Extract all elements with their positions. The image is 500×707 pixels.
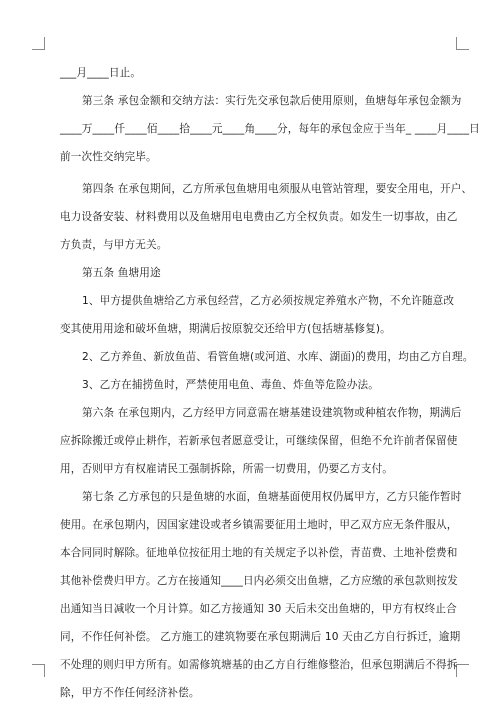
article-6-heading-line: 第六条 在承包期内，乙方经甲方同意需在塘基建设建筑物或种植农作物，期满后: [82, 407, 462, 419]
clause-line: 2、乙方养鱼、新放鱼苗、看管鱼塘(或河道、水库、湖面)的费用，均由乙方自理。: [82, 351, 474, 363]
clause-line: 1、甲方提供鱼塘给乙方承包经营，乙方必须按规定养殖水产物，不允许随意改: [82, 295, 455, 307]
text-line: 出通知当日减收一个月计算。如乙方接通知 30 天后未交出鱼塘的，甲方有权终止合: [60, 603, 457, 615]
crop-mark-bottom-left: [32, 664, 45, 677]
text-line: 应拆除搬迁或停止耕作，若新承包者愿意受让，可继续保留，但绝不允许前者保留使: [60, 435, 458, 447]
article-5-heading-line: 第五条 鱼塘用途: [82, 267, 161, 279]
text-line: 使用。在承包期内，因国家建设或者乡镇需要征用土地时，甲乙双方应无条件服从，: [60, 519, 458, 531]
text-line: ____万____仟____佰____拾____元____角____分，每年的承包金应于当年_ ____月____日: [60, 123, 480, 135]
clause-line: 3、乙方在捕捞鱼时，严禁使用电鱼、毒鱼、炸鱼等危险办法。: [82, 379, 379, 391]
text-line: 其他补偿费归甲方。乙方在接通知____日内必须交出鱼塘，乙方应缴的承包款则按发: [60, 575, 458, 587]
article-3-heading-line: 第三条 承包金额和交纳方法：实行先交承包款后使用原则，鱼塘每年承包金额为: [82, 95, 462, 107]
text-line: 电力设备安装、材料费用以及鱼塘用电电费由乙方全权负责。如发生一切事故，由乙: [60, 211, 458, 223]
crop-mark-top-left: [32, 37, 45, 50]
text-line: 同，不作任何补偿。 乙方施工的建筑物要在承包期满后 10 天由乙方自行拆迁，逾期: [60, 631, 461, 643]
text-line: 前一次性交纳完毕。: [60, 151, 157, 163]
text-line: ___月____日止。: [60, 67, 142, 79]
document-page: [60, 64, 480, 703]
article-4-heading-line: 第四条 在承包期间，乙方所承包鱼塘用电须服从电管站管理，要安全用电，开户、: [82, 183, 473, 195]
text-line: 方负责，与甲方无关。: [60, 239, 168, 251]
text-line: 不处理的则归甲方所有。如需修筑塘基的由乙方自行维修整治，但承包期满后不得拆: [60, 659, 458, 671]
text-line: 本合同同时解除。征地单位按征用土地的有关规定予以补偿，青苗费、土地补偿费和: [60, 547, 458, 559]
text-line: 除，甲方不作任何经济补偿。: [60, 687, 200, 699]
crop-mark-top-right: [456, 37, 469, 50]
article-7-heading-line: 第七条 乙方承包的只是鱼塘的水面，鱼塘基面使用权仍属甲方，乙方只能作暂时: [82, 491, 462, 503]
text-line: 变其使用用途和破坏鱼塘，期满后按原貌交还给甲方(包括塘基修复)。: [60, 323, 391, 335]
text-line: 用，否则甲方有权雇请民工强制拆除，所需一切费用，仍要乙方支付。: [60, 463, 394, 475]
